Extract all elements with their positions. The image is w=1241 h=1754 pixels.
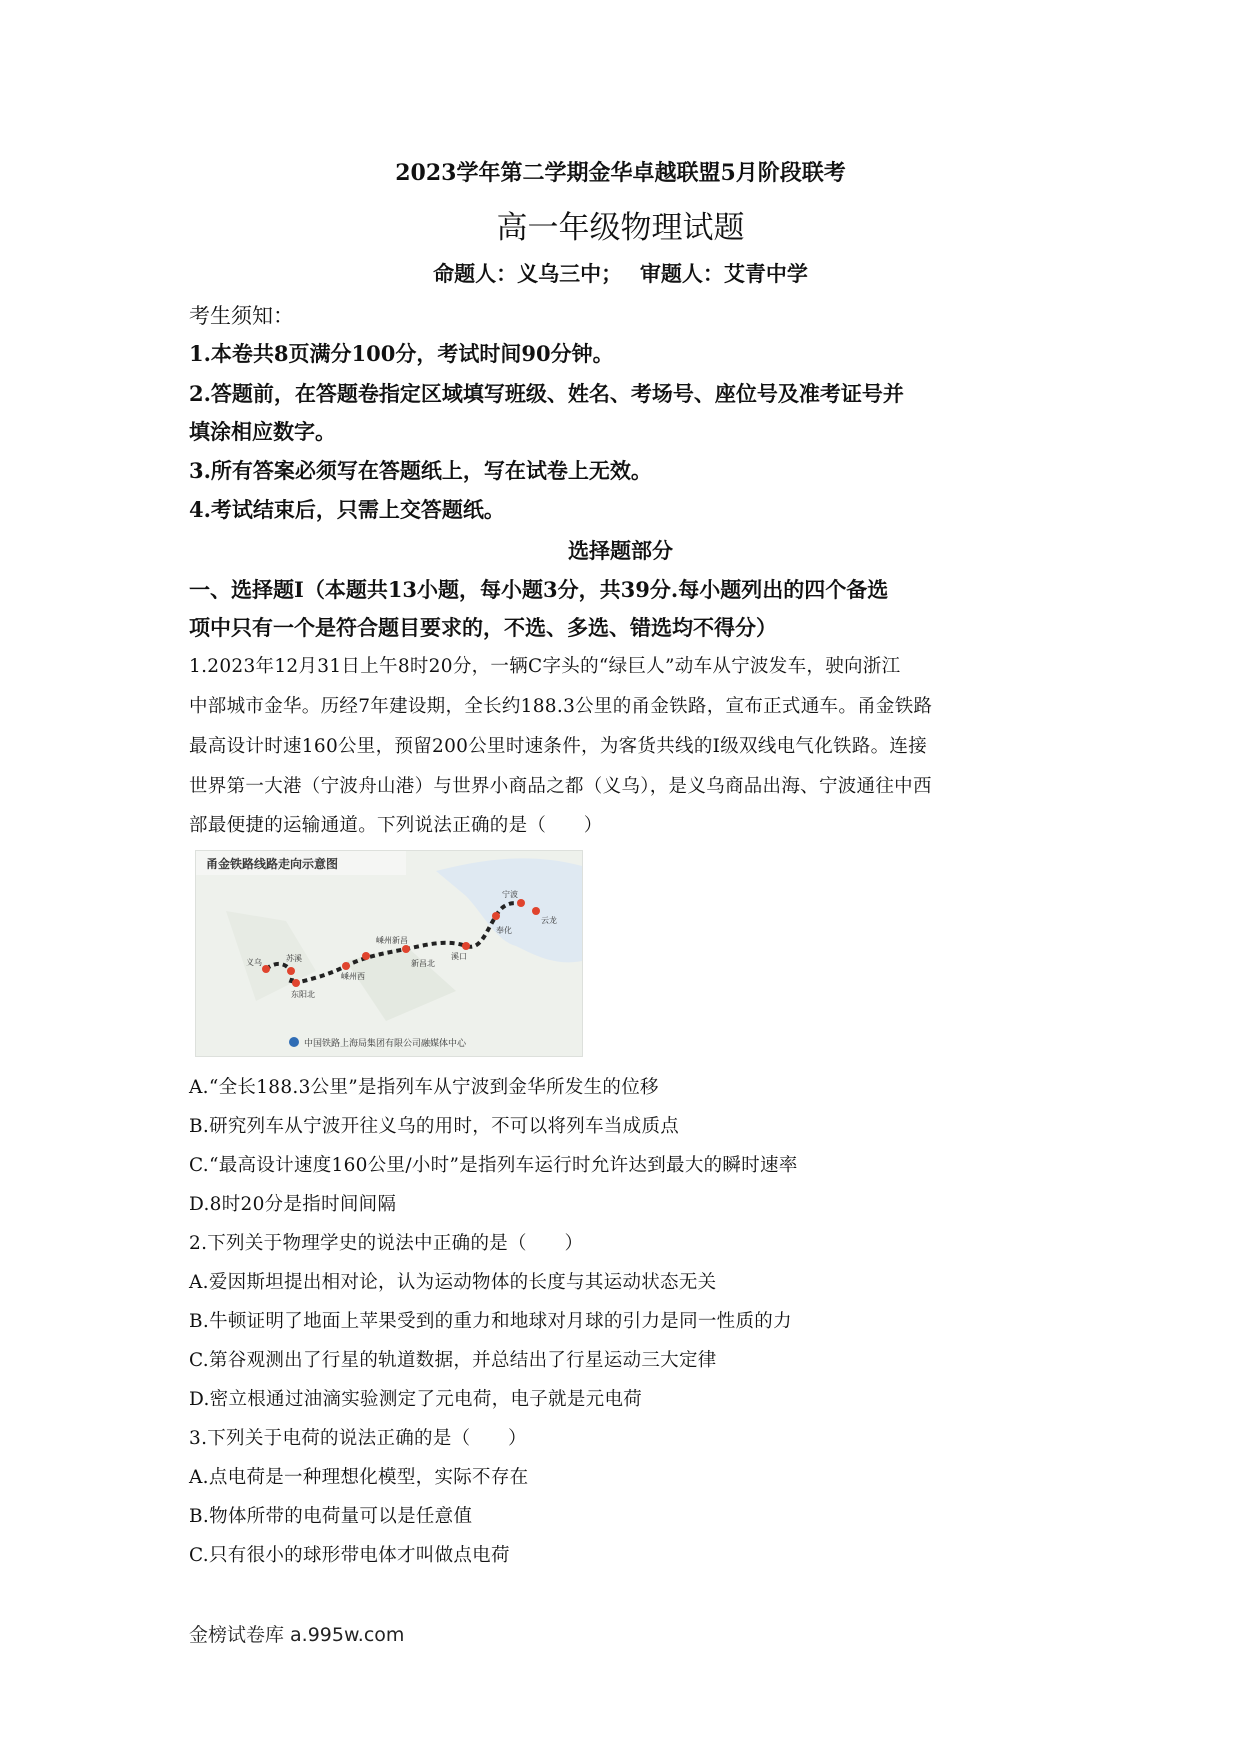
station-dot [262,965,270,973]
map-credit: 中国铁路上海局集团有限公司融媒体中心 [304,1039,467,1049]
station-label: 义乌 [246,958,262,967]
station-label: 东阳北 [291,990,315,999]
q1-option-b: B.研究列车从宁波开往义乌的用时，不可以将列车当成质点 [189,1116,680,1137]
q3-option-c: C.只有很小的球形带电体才叫做点电荷 [189,1545,510,1566]
q1-stem: 1.2023年12月31日上午8时20分，一辆C字头的“绿巨人”动车从宁波发车，驶向浙江 [189,656,901,677]
notice-line: 2.答题前，在答题卷指定区域填写班级、姓名、考场号、座位号及准考证号并 [189,381,904,406]
station-label: 宁波 [502,890,518,899]
footer-watermark: 金榜试卷库 a.995w.com [189,1624,405,1646]
station-dot [532,907,540,915]
station-dot [362,952,370,960]
q1-stem: 中部城市金华。历经7年建设期，全长约188.3公里的甬金铁路，宣布正式通车。甬金铁路 [189,696,933,717]
q1-stem: 世界第一大港（宁波舟山港）与世界小商品之都（义乌），是义乌商品出海、宁波通往中西 [189,776,932,797]
station-label: 嵊州西 [341,972,365,981]
q1-option-d: D.8时20分是指时间间隔 [189,1194,397,1215]
station-dot [287,967,295,975]
notice-line: 填涂相应数字。 [189,419,336,444]
exam-subtitle: 高一年级物理试题 [496,210,745,246]
q2-option-d: D.密立根通过油滴实验测定了元电荷，电子就是元电荷 [189,1389,643,1410]
section-instructions: 一、选择题I（本题共13小题，每小题3分，共39分.每小题列出的四个备选 [189,577,889,602]
q1-stem: 部最便捷的运输通道。下列说法正确的是（ ） [189,815,603,836]
q1-option-c: C.“最高设计速度160公里/小时”是指列车运行时允许达到最大的瞬时速率 [189,1155,798,1176]
exam-authors: 命题人：义乌三中； 审题人：艾青中学 [433,261,808,286]
notice-line: 1.本卷共8页满分100分，考试时间90分钟。 [189,341,614,366]
q1-option-a: A.“全长188.3公里”是指列车从宁波到金华所发生的位移 [189,1077,659,1098]
q3-option-a: A.点电荷是一种理想化模型，实际不存在 [189,1467,529,1488]
exam-title: 2023学年第二学期金华卓越联盟5月阶段联考 [395,160,846,186]
station-dot [517,899,525,907]
station-label: 云龙 [541,916,557,925]
railway-route-map [195,850,583,1057]
station-label: 新昌北 [411,959,435,968]
q2-stem: 2.下列关于物理学史的说法中正确的是（ ） [189,1233,584,1254]
station-dot [462,942,470,950]
q2-option-c: C.第谷观测出了行星的轨道数据，并总结出了行星运动三大定律 [189,1350,717,1371]
q1-stem: 最高设计时速160公里，预留200公里时速条件，为客货共线的I级双线电气化铁路。连接 [189,736,928,757]
station-dot [342,962,350,970]
station-label: 溪口 [451,952,467,961]
notice-line: 4.考试结束后，只需上交答题纸。 [189,497,505,522]
section-instructions: 项中只有一个是符合题目要求的，不选、多选、错选均不得分） [189,615,777,640]
q2-option-b: B.牛顿证明了地面上苹果受到的重力和地球对月球的引力是同一性质的力 [189,1311,792,1332]
station-label: 嵊州新昌 [376,936,408,945]
station-label: 苏溪 [286,954,302,963]
station-label: 奉化 [496,926,512,935]
notice-heading: 考生须知： [189,304,294,328]
q3-option-b: B.物体所带的电荷量可以是任意值 [189,1506,473,1527]
q3-stem: 3.下列关于电荷的说法正确的是（ ） [189,1428,527,1449]
station-dot [292,979,300,987]
railway-logo-icon [289,1037,299,1047]
station-dot [402,945,410,953]
map-title: 甬金铁路线路走向示意图 [206,857,339,871]
section-title: 选择题部分 [568,538,673,563]
station-dot [492,912,500,920]
notice-line: 3.所有答案必须写在答题纸上，写在试卷上无效。 [189,458,652,483]
q2-option-a: A.爱因斯坦提出相对论，认为运动物体的长度与其运动状态无关 [189,1272,717,1293]
